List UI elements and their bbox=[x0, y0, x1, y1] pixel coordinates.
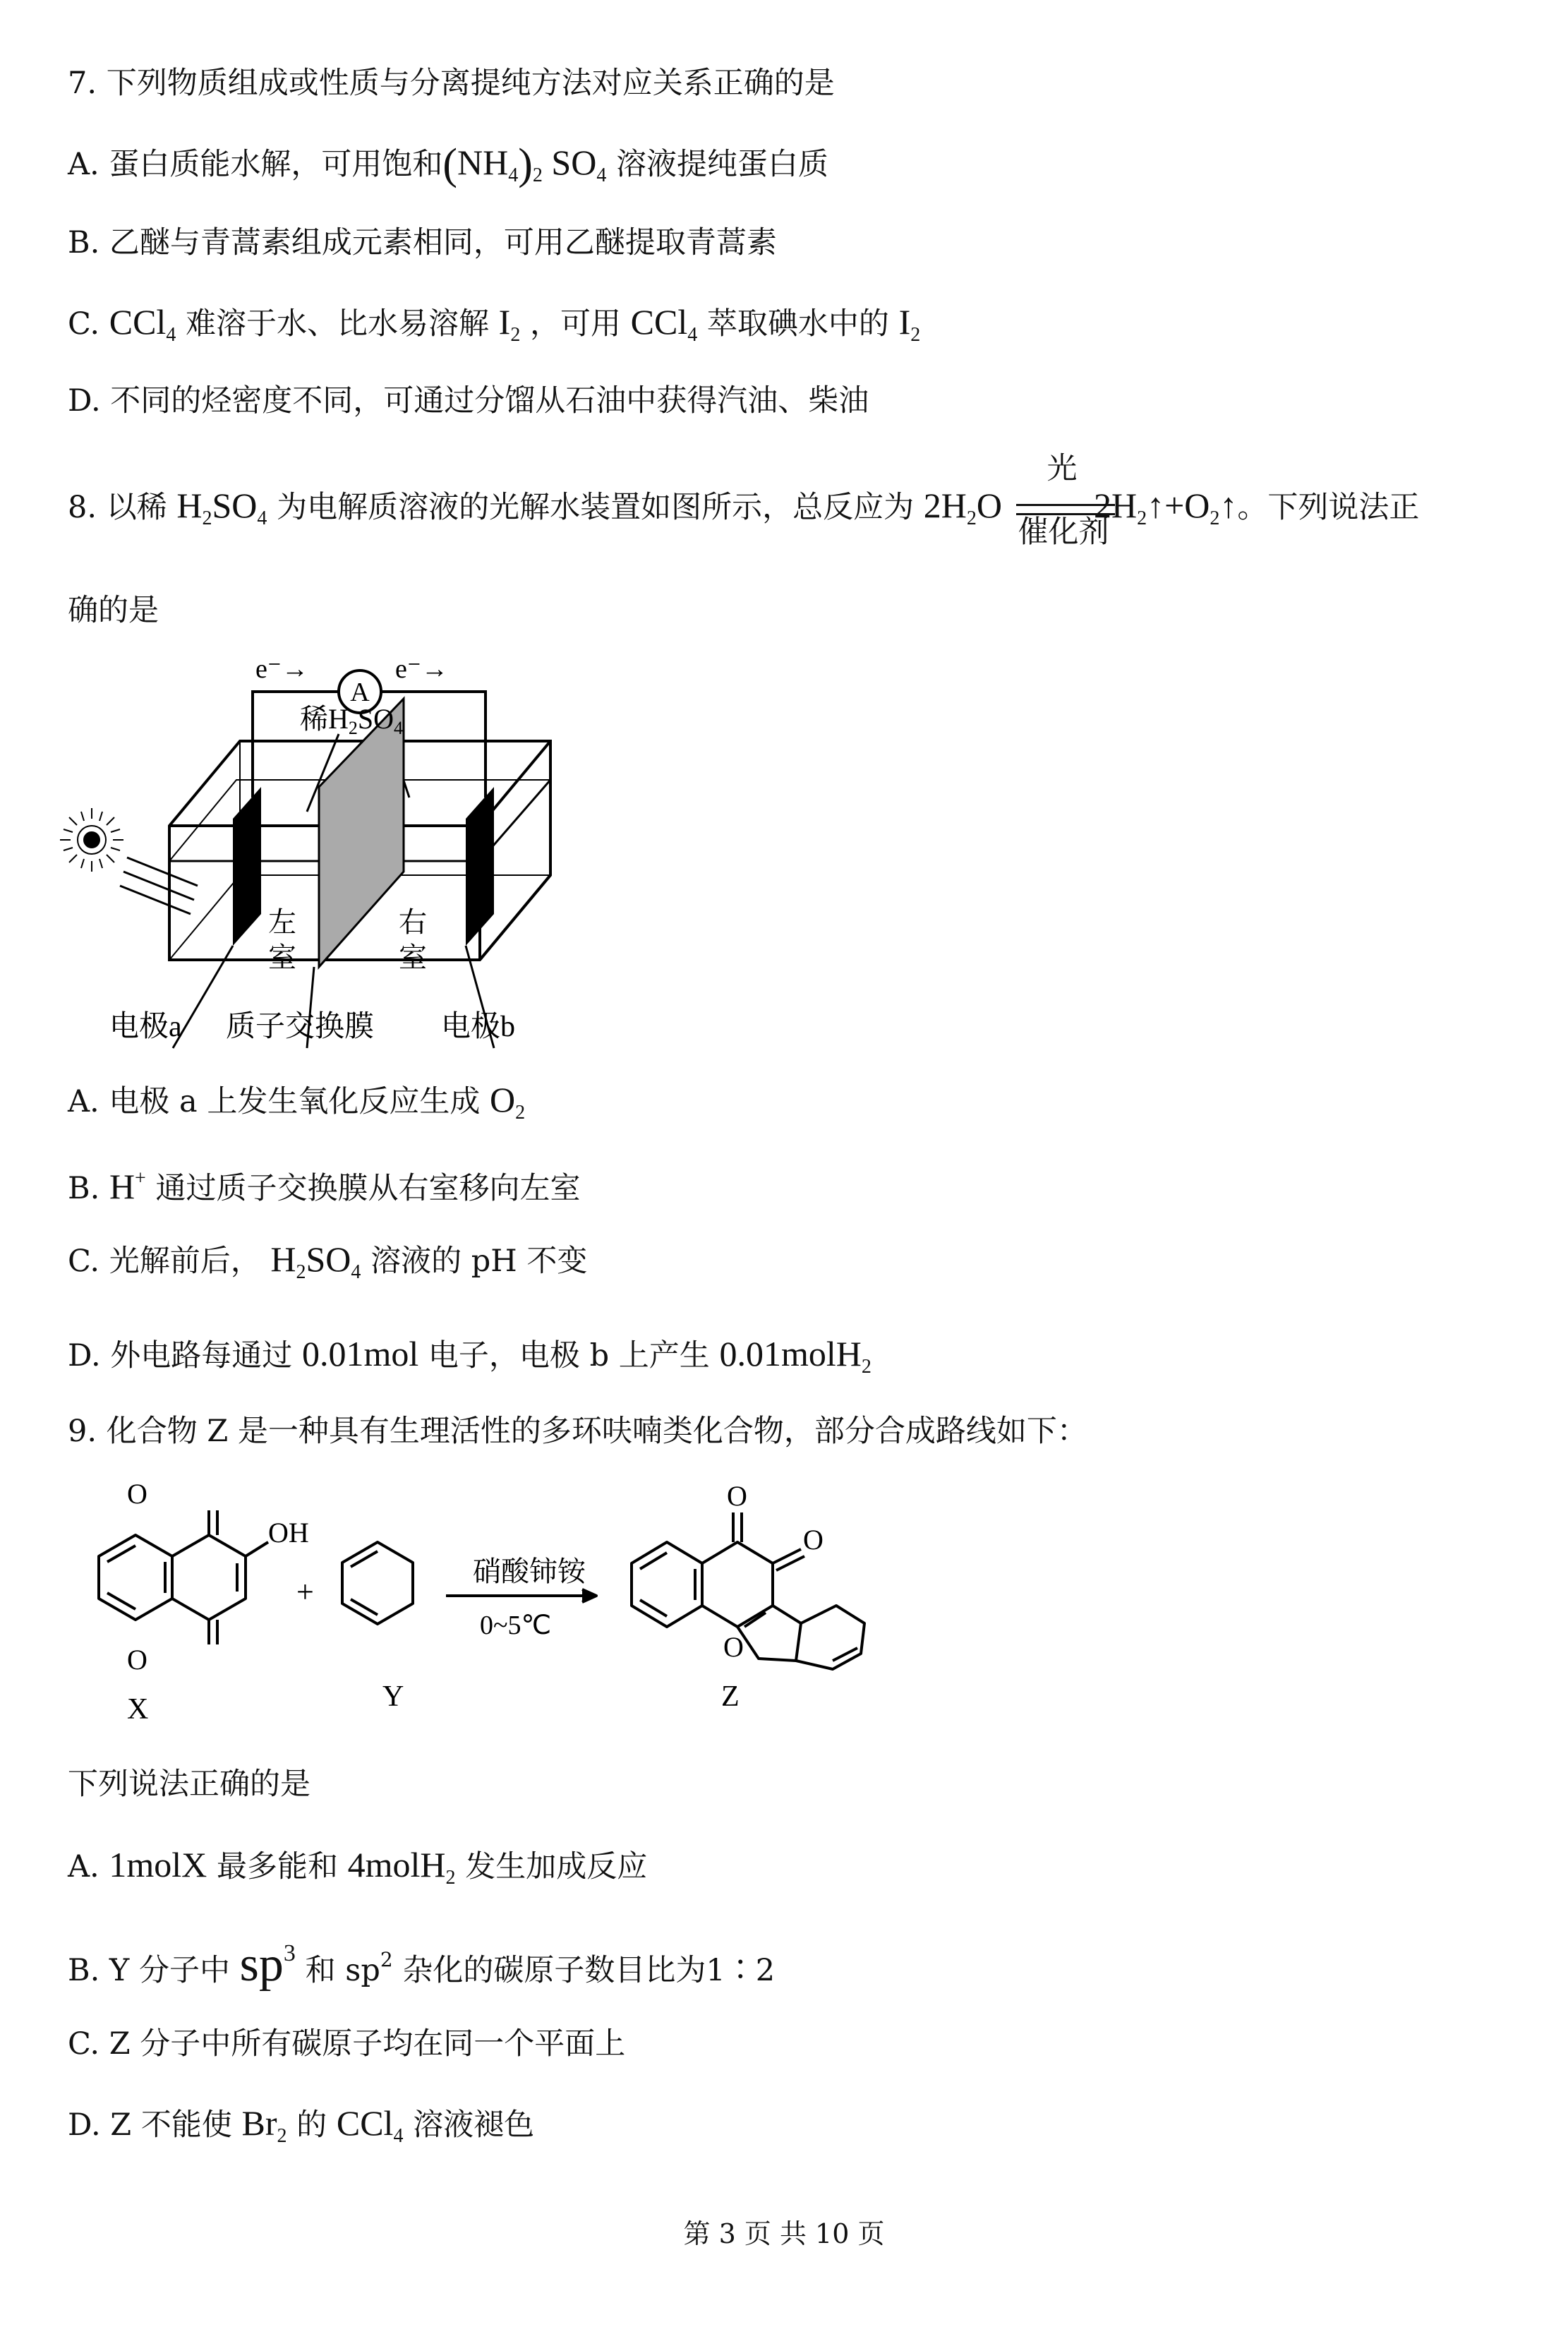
equals-sign bbox=[1016, 504, 1115, 515]
q7-option-b: B. 乙醚与青蒿素组成元素相同，可用乙醚提取青蒿素 bbox=[68, 225, 777, 260]
label-z: Z bbox=[721, 1680, 740, 1713]
solution-label: 稀$H_2SO_4$ bbox=[300, 703, 404, 738]
reaction-condition-top: 光 bbox=[1047, 452, 1078, 486]
electrode-b-label: 电极b bbox=[441, 1011, 516, 1043]
membrane-label: 质子交换膜 bbox=[226, 1011, 375, 1043]
electrode-a bbox=[233, 787, 261, 946]
right-room-label-1: 右 bbox=[399, 906, 427, 938]
reagent-label: 硝酸铈铵 bbox=[473, 1556, 586, 1587]
q7-option-c: C. CCl$_4$ 难溶于水、比水易溶解 $I_2$ ，可用 CCl$_4$ 萃取碘水中的 $I_2$ bbox=[68, 302, 921, 346]
plus-sign: + bbox=[296, 1575, 314, 1609]
label-y: Y bbox=[382, 1680, 404, 1713]
reaction-condition-bottom: 催化剂 bbox=[1018, 516, 1109, 549]
z-o-top: O bbox=[727, 1480, 747, 1512]
q9-option-b: B. Y 分子中 $sp^3$ 和 $sp^2$ 杂化的碳原子数目比为1∶2 bbox=[68, 1937, 776, 1992]
ammeter-label: A bbox=[350, 678, 370, 707]
compound-x-structure bbox=[99, 1510, 268, 1644]
left-room-label-2: 室 bbox=[268, 942, 296, 973]
electron-flow-right: e⁻→ bbox=[395, 654, 448, 684]
electron-flow-left: e⁻→ bbox=[255, 654, 308, 684]
q9-option-d: D. Z 不能使 $Br_2$ 的 CCl$_4$ 溶液褪色 bbox=[68, 2103, 535, 2147]
z-o-right: O bbox=[803, 1524, 824, 1556]
q8-stem-cont: 确的是 bbox=[68, 593, 159, 628]
q8-option-c: C. 光解前后， $H_2SO_4$ 溶液的 pH 不变 bbox=[68, 1239, 588, 1283]
synthesis-scheme bbox=[56, 1472, 924, 1754]
q7-option-d: D. 不同的烃密度不同，可通过分馏从石油中获得汽油、柴油 bbox=[68, 383, 869, 419]
q7-stem: 7. 下列物质组成或性质与分离提纯方法对应关系正确的是 bbox=[68, 66, 835, 101]
x-o-top: O bbox=[127, 1478, 147, 1510]
sun-icon bbox=[60, 808, 123, 872]
electrode-a-label: 电极a bbox=[109, 1011, 182, 1043]
electrolysis-cell-diagram bbox=[56, 649, 593, 1052]
condition-label: 0~5℃ bbox=[480, 1611, 552, 1640]
right-room-label-2: 室 bbox=[399, 942, 427, 973]
electrode-b bbox=[466, 787, 494, 946]
q7-option-a: A. 蛋白质能水解，可用饱和$(NH_4)_2$ $SO_4$ 溶液提纯蛋白质 bbox=[68, 140, 829, 188]
left-room-label-1: 左 bbox=[268, 906, 296, 938]
x-oh: OH bbox=[268, 1517, 309, 1548]
x-o-bottom: O bbox=[127, 1644, 147, 1676]
q9-follow: 下列说法正确的是 bbox=[68, 1767, 310, 1802]
q8-option-a: A. 电极 a 上发生氧化反应生成 $O_2$ bbox=[68, 1080, 526, 1124]
q8-option-b: B. H+ 通过质子交换膜从右室移向左室 bbox=[68, 1167, 581, 1206]
page-footer: 第 3 页 共 10 页 bbox=[683, 2218, 885, 2249]
compound-z-structure bbox=[632, 1512, 864, 1669]
label-x: X bbox=[127, 1693, 149, 1726]
z-o-ring: O bbox=[723, 1631, 744, 1663]
q9-stem: 9. 化合物 Z 是一种具有生理活性的多环呋喃类化合物，部分合成路线如下： bbox=[68, 1414, 1087, 1449]
q9-option-c: C. Z 分子中所有碳原子均在同一个平面上 bbox=[68, 2026, 626, 2062]
q9-option-a: A. 1molX 最多能和 4molH$_2$ 发生加成反应 bbox=[68, 1845, 648, 1889]
proton-exchange-membrane bbox=[319, 699, 404, 967]
q8-option-d: D. 外电路每通过 0.01mol 电子，电极 b 上产生 0.01molH$_2$ bbox=[68, 1334, 872, 1378]
compound-y-structure bbox=[342, 1542, 413, 1624]
q8-stem: 8. 以稀 $H_2SO_4$ 为电解质溶液的光解水装置如图所示，总反应为 $2H_2O$ $2H_2↑+O_2↑$。下列说法正 bbox=[68, 486, 1420, 529]
